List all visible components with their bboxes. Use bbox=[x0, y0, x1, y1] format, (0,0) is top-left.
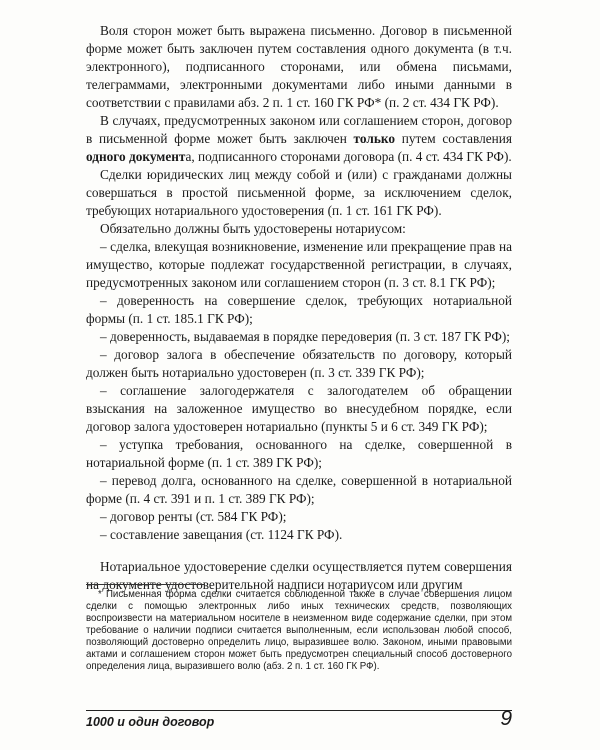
paragraph-single-document: В случаях, предусмотренных законом или соглашением сторон, договор в письменной форме может быть заключен только путем составления одного документа, подписанного сторонами договора (п. 4 ст. 434 ГК РФ). bbox=[86, 113, 512, 164]
paragraph-gap bbox=[86, 544, 512, 558]
page-number: 9 bbox=[500, 707, 512, 730]
list-item: – составление завещания (ст. 1124 ГК РФ). bbox=[100, 527, 343, 542]
list-item: – доверенность, выдаваемая в порядке передоверия (п. 3 ст. 187 ГК РФ); bbox=[100, 329, 510, 344]
bold-one-document: одного документ bbox=[86, 149, 186, 164]
list-item: – уступка требования, основанного на сделке, совершенной в нотариальной форме (п. 1 ст. 389 ГК РФ); bbox=[86, 437, 512, 470]
paragraph-notarization: Нотариальное удостоверение сделки осуществляется путем совершения на документе удостоверительной надписи нотариусом или другим bbox=[86, 559, 512, 592]
bold-only: только bbox=[353, 131, 396, 146]
list-item: – сделка, влекущая возникновение, изменение или прекращение прав на имущество, которые подлежат государственной регистрации, в случаях, предусмотренных законом или соглашением сторон (п. 3 ст. 8.1 ГК РФ); bbox=[86, 239, 512, 290]
list-item: – договор ренты (ст. 584 ГК РФ); bbox=[100, 509, 287, 524]
list-item: – перевод долга, основанного на сделке, совершенной в нотариальной форме (п. 4 ст. 391 и п. 1 ст. 389 ГК РФ); bbox=[86, 473, 512, 506]
paragraph-notary-intro: Обязательно должны быть удостоверены нотариусом: bbox=[100, 221, 406, 236]
running-footer-title: 1000 и один договор bbox=[86, 715, 215, 729]
footnote bbox=[86, 589, 512, 673]
footer-divider bbox=[86, 710, 512, 711]
list-item: – соглашение залогодержателя с залогодателем об обращении взыскания на заложенное имущество во внесудебном порядке, если договор залога удостоверен нотариально (пункты 5 и 6 ст. 349 ГК РФ); bbox=[86, 383, 512, 434]
list-item: – доверенность на совершение сделок, требующих нотариальной формы (п. 1 ст. 185.1 ГК РФ); bbox=[86, 293, 512, 326]
paragraph-written-form: Воля сторон может быть выражена письменно. Договор в письменной форме может быть заключен путем составления одного документа (в т.ч. электронного), подписанного сторонами, или обмена письмами, телеграммами, электронными документами либо иными данными в соответствии с правилами абз. 2 п. 1 ст. 160 ГК РФ* (п. 2 ст. 434 ГК РФ). bbox=[86, 23, 512, 110]
footnote-divider bbox=[86, 584, 204, 585]
list-item: – договор залога в обеспечение обязательств по договору, который должен быть нотариально удостоверен (п. 3 ст. 339 ГК РФ); bbox=[86, 347, 512, 380]
footnote-text: * Письменная форма сделки считается соблюденной также в случае совершения лицом сделки с помощью электронных либо иных технических средств, позволяющих воспроизвести на материальном носителе в неизменном виде содержание сделки, при этом требование о наличии подписи считается выполненным, если использован любой способ, позволяющий достоверно определить лицо, выразившее волю. Законом, иными правовыми актами и соглашением сторон может быть предусмотрен специальный способ достоверного определения лица, выразившего волю (абз. 2 п. 1 ст. 160 ГК РФ). bbox=[86, 589, 512, 672]
main-text bbox=[86, 22, 512, 594]
paragraph-legal-entities: Сделки юридических лиц между собой и (или) с гражданами должны совершаться в простой письменной форме, за исключением сделок, требующих нотариального удостоверения (п. 1 ст. 161 ГК РФ). bbox=[86, 167, 512, 218]
